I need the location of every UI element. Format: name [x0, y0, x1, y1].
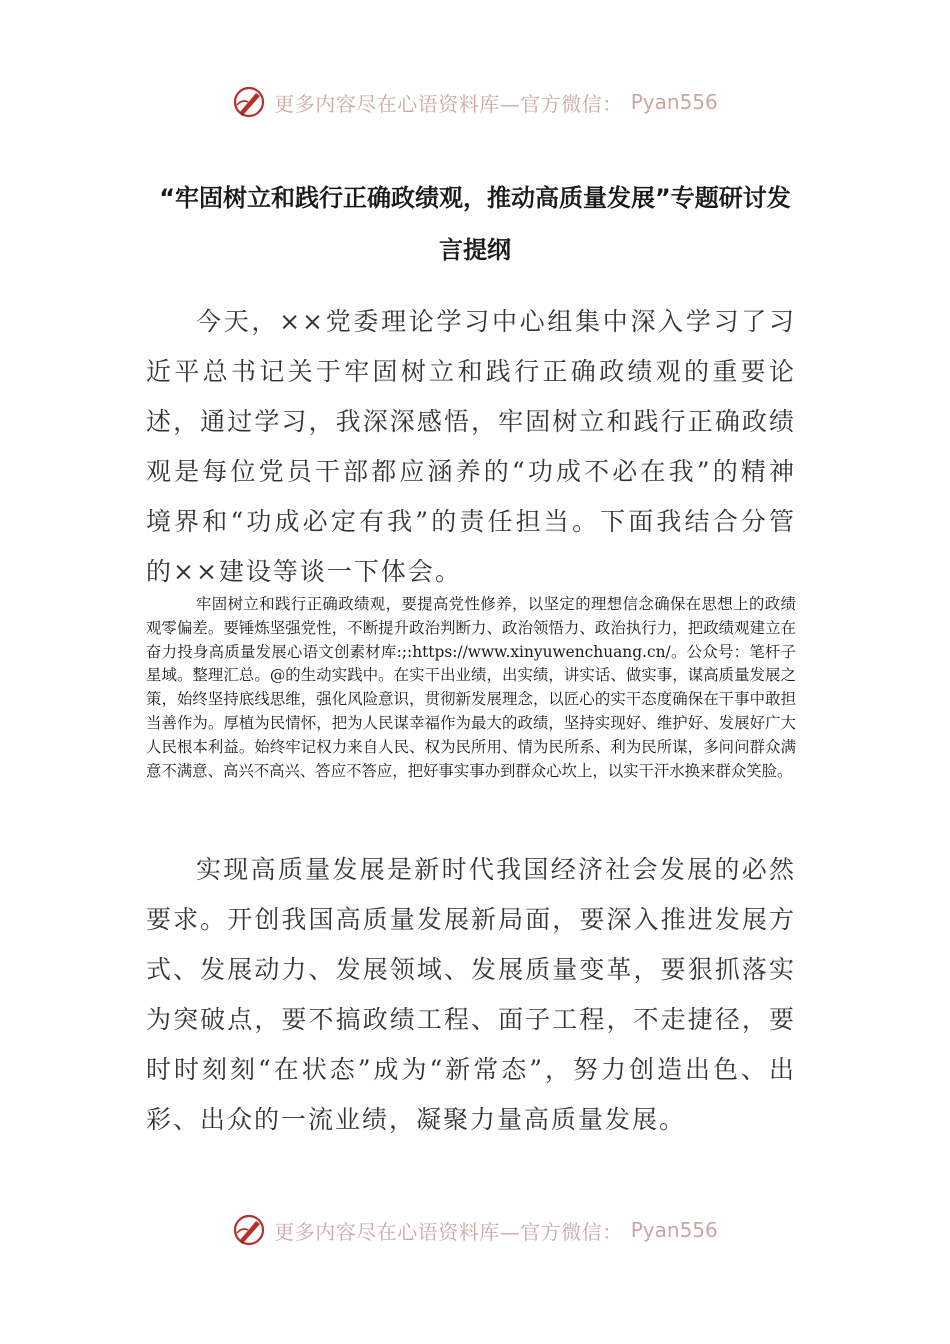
- pen-logo-icon: [232, 1213, 266, 1247]
- banner-text: 更多内容尽在心语资料库—官方微信：: [274, 1219, 623, 1244]
- paragraph-development: 实现高质量发展是新时代我国经济社会发展的必然要求。开创我国高质量发展新局面，要深入推进发展方式、发展动力、发展领域、发展质量变革，要狠抓落实为突破点，要不搞政绩工程、面子工程，不走捷径，要时时刻刻“在状态”成为“新常态”，努力创造出色、出彩、出众的一流业绩，凝聚力量高质量发展。: [146, 855, 796, 1134]
- banner-wechat-id: Pyan556: [630, 1218, 718, 1242]
- footer-banner: [0, 1210, 950, 1250]
- banner-text: 更多内容尽在心语资料库—官方微信：: [274, 91, 623, 116]
- paragraph-intro: 今天，××党委理论学习中心组集中深入学习了习近平总书记关于牢固树立和践行正确政绩观的重要论述，通过学习，我深深感悟，牢固树立和践行正确政绩观是每位党员干部都应涵养的“功成不必在我”的精神境界和“功成必定有我”的责任担当。下面我结合分管的××建设等谈一下体会。: [146, 307, 796, 586]
- document-title: “牢固树立和践行正确政绩观，推动高质量发展”专题研讨发言提纲: [159, 184, 791, 264]
- banner-wechat-id: Pyan556: [630, 90, 718, 114]
- paragraph-body-small: 牢固树立和践行正确政绩观，要提高党性修养，以坚定的理想信念确保在思想上的政绩观零偏差。要锤炼坚强党性，不断提升政治判断力、政治领悟力、政治执行力，把政绩观建立在奋力投身高质量发展心语文创素材库:;:https://www.xinyuwenchuang.cn/。公众号：笔杆子星域。整理汇总。@的生动实践中。在实干出业绩，出实绩，讲实话、做实事，谋高质量发展之策，始终坚持底线思维，强化风险意识，贯彻新发展理念，以匠心的实干态度确保在干事中敢担当善作为。厚植为民情怀，把为人民谋幸福作为最大的政绩，坚持实现好、维护好、发展好广大人民根本利益。始终牢记权力来自人民、权为民所用、情为民所系、利为民所谋，多问问群众满意不满意、高兴不高兴、答应不答应，把好事实事办到群众心坎上，以实干汗水换来群众笑脸。: [146, 595, 796, 780]
- pen-logo-icon: [232, 85, 266, 119]
- header-banner: [0, 82, 950, 122]
